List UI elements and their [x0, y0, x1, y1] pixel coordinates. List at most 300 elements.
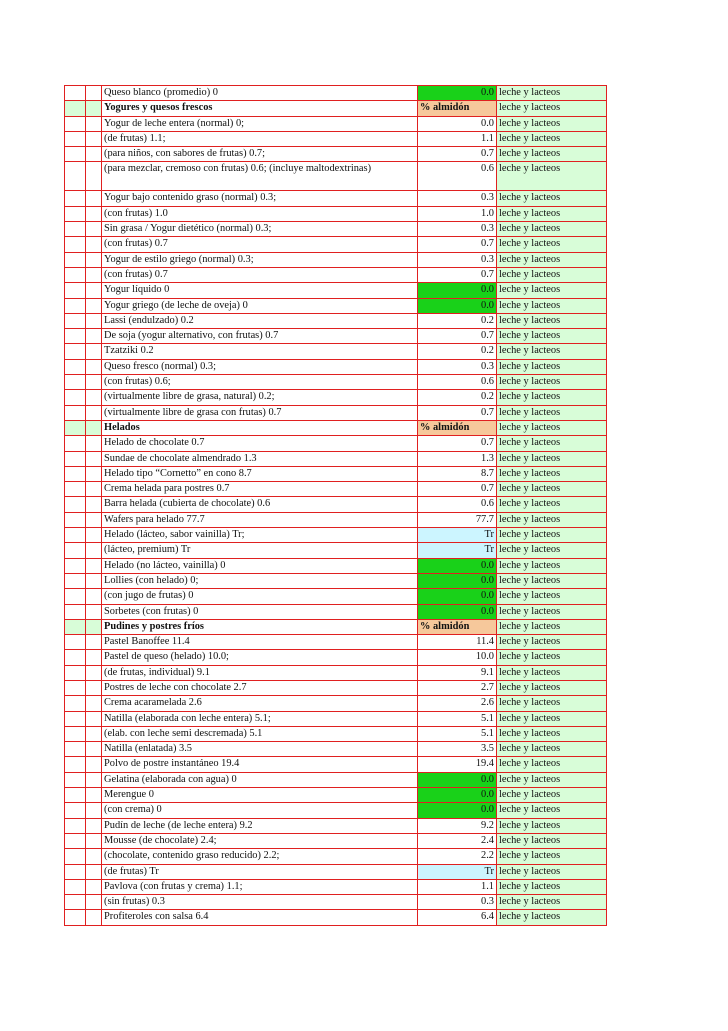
category-cell: leche y lacteos [497, 512, 607, 527]
food-name-cell: Pastel de queso (helado) 10.0; [102, 650, 418, 665]
food-name-cell: (con frutas) 0.6; [102, 375, 418, 390]
row-gutter-cell [65, 788, 86, 803]
category-cell: leche y lacteos [497, 497, 607, 512]
row-gutter-cell [65, 910, 86, 925]
row-marker-cell [86, 910, 102, 925]
table-row [65, 558, 607, 573]
category-cell: leche y lacteos [497, 864, 607, 879]
row-marker-cell [86, 895, 102, 910]
row-marker-cell [86, 619, 102, 634]
category-cell: leche y lacteos [497, 803, 607, 818]
row-gutter-cell [65, 252, 86, 267]
row-gutter-cell [65, 849, 86, 864]
table-row [65, 772, 607, 787]
row-gutter-cell [65, 313, 86, 328]
starch-value-cell: 0.7 [418, 237, 497, 252]
section-header-row [65, 101, 607, 116]
category-cell: leche y lacteos [497, 772, 607, 787]
category-cell: leche y lacteos [497, 711, 607, 726]
starch-value-cell: 1.1 [418, 879, 497, 894]
category-cell: leche y lacteos [497, 329, 607, 344]
table-row [65, 910, 607, 925]
starch-value-cell: 0.7 [418, 267, 497, 282]
category-cell: leche y lacteos [497, 313, 607, 328]
row-marker-cell [86, 466, 102, 481]
category-cell: leche y lacteos [497, 86, 607, 101]
starch-value-cell: 0.7 [418, 405, 497, 420]
table-row [65, 237, 607, 252]
starch-header-cell: % almidón [418, 619, 497, 634]
table-row [65, 329, 607, 344]
starch-value-cell: 0.2 [418, 390, 497, 405]
category-cell: leche y lacteos [497, 833, 607, 848]
row-marker-cell [86, 482, 102, 497]
category-cell: leche y lacteos [497, 650, 607, 665]
category-cell: leche y lacteos [497, 528, 607, 543]
starch-value-cell: 0.3 [418, 252, 497, 267]
food-name-cell: Polvo de postre instantáneo 19.4 [102, 757, 418, 772]
starch-value-cell: 0.0 [418, 116, 497, 131]
row-gutter-cell [65, 482, 86, 497]
row-marker-cell [86, 512, 102, 527]
table-row [65, 680, 607, 695]
starch-value-cell: 9.2 [418, 818, 497, 833]
category-cell: leche y lacteos [497, 116, 607, 131]
starch-value-cell: 5.1 [418, 711, 497, 726]
food-name-cell: Gelatina (elaborada con agua) 0 [102, 772, 418, 787]
food-name-cell: Helado (lácteo, sabor vainilla) Tr; [102, 528, 418, 543]
table-row [65, 788, 607, 803]
table-row [65, 665, 607, 680]
category-cell: leche y lacteos [497, 788, 607, 803]
row-gutter-cell [65, 191, 86, 206]
row-marker-cell [86, 589, 102, 604]
food-name-cell: Tzatziki 0.2 [102, 344, 418, 359]
category-cell: leche y lacteos [497, 680, 607, 695]
food-name-cell: (para mezclar, cremoso con frutas) 0.6; (incluye maltodextrinas) [102, 162, 418, 191]
row-gutter-cell [65, 879, 86, 894]
category-cell: leche y lacteos [497, 344, 607, 359]
food-name-cell: Yogur líquido 0 [102, 283, 418, 298]
table-row [65, 252, 607, 267]
row-marker-cell [86, 757, 102, 772]
row-marker-cell [86, 833, 102, 848]
row-gutter-cell [65, 375, 86, 390]
row-gutter-cell [65, 131, 86, 146]
table-row [65, 222, 607, 237]
category-cell: leche y lacteos [497, 895, 607, 910]
starch-value-cell: 2.2 [418, 849, 497, 864]
food-name-cell: Pavlova (con frutas y crema) 1.1; [102, 879, 418, 894]
category-cell: leche y lacteos [497, 910, 607, 925]
row-gutter-cell [65, 206, 86, 221]
category-cell: leche y lacteos [497, 222, 607, 237]
table-row [65, 390, 607, 405]
food-name-cell: (con frutas) 1.0 [102, 206, 418, 221]
table-row [65, 849, 607, 864]
category-cell: leche y lacteos [497, 420, 607, 435]
food-name-cell: Helado (no lácteo, vainilla) 0 [102, 558, 418, 573]
row-gutter-cell [65, 86, 86, 101]
food-name-cell: Crema helada para postres 0.7 [102, 482, 418, 497]
table-row [65, 298, 607, 313]
spreadsheet-table [64, 85, 607, 926]
row-marker-cell [86, 849, 102, 864]
row-marker-cell [86, 359, 102, 374]
food-name-cell: Yogur griego (de leche de oveja) 0 [102, 298, 418, 313]
row-marker-cell [86, 635, 102, 650]
food-name-cell: Postres de leche con chocolate 2.7 [102, 680, 418, 695]
food-name-cell: Yogur bajo contenido graso (normal) 0.3; [102, 191, 418, 206]
row-gutter-cell [65, 680, 86, 695]
category-cell: leche y lacteos [497, 604, 607, 619]
category-cell: leche y lacteos [497, 573, 607, 588]
category-cell: leche y lacteos [497, 619, 607, 634]
category-cell: leche y lacteos [497, 147, 607, 162]
starch-value-cell: 0.0 [418, 283, 497, 298]
category-cell: leche y lacteos [497, 879, 607, 894]
row-gutter-cell [65, 329, 86, 344]
row-gutter-cell [65, 818, 86, 833]
table-row [65, 359, 607, 374]
starch-header-cell: % almidón [418, 101, 497, 116]
row-marker-cell [86, 742, 102, 757]
table-row [65, 879, 607, 894]
category-cell: leche y lacteos [497, 405, 607, 420]
row-marker-cell [86, 86, 102, 101]
category-cell: leche y lacteos [497, 390, 607, 405]
food-name-cell: (con crema) 0 [102, 803, 418, 818]
food-name-cell: Mousse (de chocolate) 2.4; [102, 833, 418, 848]
table-row [65, 726, 607, 741]
starch-value-cell: 19.4 [418, 757, 497, 772]
row-marker-cell [86, 206, 102, 221]
section-header-row [65, 619, 607, 634]
row-gutter-cell [65, 573, 86, 588]
row-marker-cell [86, 252, 102, 267]
food-name-cell: Sundae de chocolate almendrado 1.3 [102, 451, 418, 466]
starch-value-cell: 0.0 [418, 803, 497, 818]
section-header-row [65, 420, 607, 435]
food-name-cell: Profiteroles con salsa 6.4 [102, 910, 418, 925]
row-gutter-cell [65, 237, 86, 252]
starch-value-cell: 0.2 [418, 313, 497, 328]
starch-value-cell: 77.7 [418, 512, 497, 527]
category-cell: leche y lacteos [497, 696, 607, 711]
food-name-cell: Sin grasa / Yogur dietético (normal) 0.3; [102, 222, 418, 237]
table-row [65, 543, 607, 558]
starch-value-cell: 8.7 [418, 466, 497, 481]
row-marker-cell [86, 665, 102, 680]
food-name-cell: Natilla (enlatada) 3.5 [102, 742, 418, 757]
row-gutter-cell [65, 757, 86, 772]
table-row [65, 512, 607, 527]
row-gutter-cell [65, 665, 86, 680]
table-row [65, 466, 607, 481]
food-name-cell: (virtualmente libre de grasa, natural) 0.2; [102, 390, 418, 405]
row-gutter-cell [65, 864, 86, 879]
food-name-cell: Helado tipo “Cornetto” en cono 8.7 [102, 466, 418, 481]
row-marker-cell [86, 818, 102, 833]
category-cell: leche y lacteos [497, 283, 607, 298]
starch-value-cell: 9.1 [418, 665, 497, 680]
row-gutter-cell [65, 466, 86, 481]
food-name-cell: (lácteo, premium) Tr [102, 543, 418, 558]
table-row [65, 86, 607, 101]
row-marker-cell [86, 726, 102, 741]
category-cell: leche y lacteos [497, 742, 607, 757]
row-marker-cell [86, 528, 102, 543]
food-name-cell: (chocolate, contenido graso reducido) 2.2; [102, 849, 418, 864]
food-name-cell: Pudín de leche (de leche entera) 9.2 [102, 818, 418, 833]
row-gutter-cell [65, 162, 86, 191]
row-gutter-cell [65, 833, 86, 848]
row-gutter-cell [65, 451, 86, 466]
table-row [65, 283, 607, 298]
starch-value-cell: 0.7 [418, 436, 497, 451]
table-row [65, 451, 607, 466]
category-cell: leche y lacteos [497, 131, 607, 146]
category-cell: leche y lacteos [497, 436, 607, 451]
row-gutter-cell [65, 405, 86, 420]
row-gutter-cell [65, 528, 86, 543]
starch-value-cell: 1.1 [418, 131, 497, 146]
row-marker-cell [86, 696, 102, 711]
table-row [65, 711, 607, 726]
row-marker-cell [86, 390, 102, 405]
food-name-cell: Sorbetes (con frutas) 0 [102, 604, 418, 619]
row-gutter-cell [65, 696, 86, 711]
food-name-cell: Yogur de estilo griego (normal) 0.3; [102, 252, 418, 267]
section-title-cell: Yogures y quesos frescos [102, 101, 418, 116]
row-gutter-cell [65, 803, 86, 818]
starch-value-cell: 0.3 [418, 191, 497, 206]
food-name-cell: Pastel Banoffee 11.4 [102, 635, 418, 650]
starch-value-cell: 0.0 [418, 589, 497, 604]
table-row [65, 313, 607, 328]
starch-value-cell: 1.3 [418, 451, 497, 466]
starch-value-cell: 0.6 [418, 497, 497, 512]
starch-value-cell: 0.6 [418, 162, 497, 191]
starch-value-cell: 0.0 [418, 604, 497, 619]
category-cell: leche y lacteos [497, 558, 607, 573]
row-gutter-cell [65, 359, 86, 374]
starch-value-cell: 11.4 [418, 635, 497, 650]
row-marker-cell [86, 864, 102, 879]
row-marker-cell [86, 573, 102, 588]
table-row [65, 131, 607, 146]
starch-value-cell: 0.0 [418, 86, 497, 101]
row-gutter-cell [65, 726, 86, 741]
table-row [65, 482, 607, 497]
starch-value-cell: 0.3 [418, 895, 497, 910]
starch-value-cell: 0.2 [418, 344, 497, 359]
category-cell: leche y lacteos [497, 543, 607, 558]
table-row [65, 635, 607, 650]
table-row [65, 147, 607, 162]
row-gutter-cell [65, 635, 86, 650]
food-name-cell: (de frutas) Tr [102, 864, 418, 879]
food-name-cell: Natilla (elaborada con leche entera) 5.1; [102, 711, 418, 726]
table-row [65, 833, 607, 848]
row-marker-cell [86, 237, 102, 252]
table-body [65, 86, 607, 926]
starch-value-cell: 0.0 [418, 788, 497, 803]
table-row [65, 650, 607, 665]
row-marker-cell [86, 191, 102, 206]
food-name-cell: (con frutas) 0.7 [102, 237, 418, 252]
table-row [65, 803, 607, 818]
row-gutter-cell [65, 420, 86, 435]
table-row [65, 116, 607, 131]
row-gutter-cell [65, 895, 86, 910]
starch-value-cell: 0.7 [418, 482, 497, 497]
table-row [65, 604, 607, 619]
category-cell: leche y lacteos [497, 162, 607, 191]
row-marker-cell [86, 772, 102, 787]
table-row [65, 864, 607, 879]
food-name-cell: Queso blanco (promedio) 0 [102, 86, 418, 101]
table-row [65, 267, 607, 282]
row-gutter-cell [65, 543, 86, 558]
row-gutter-cell [65, 344, 86, 359]
row-marker-cell [86, 788, 102, 803]
food-name-cell: Merengue 0 [102, 788, 418, 803]
category-cell: leche y lacteos [497, 375, 607, 390]
row-marker-cell [86, 405, 102, 420]
row-gutter-cell [65, 512, 86, 527]
row-gutter-cell [65, 298, 86, 313]
row-marker-cell [86, 313, 102, 328]
category-cell: leche y lacteos [497, 359, 607, 374]
food-name-cell: Wafers para helado 77.7 [102, 512, 418, 527]
row-marker-cell [86, 436, 102, 451]
food-name-cell: Lollies (con helado) 0; [102, 573, 418, 588]
row-gutter-cell [65, 619, 86, 634]
food-name-cell: Crema acaramelada 2.6 [102, 696, 418, 711]
table-row [65, 696, 607, 711]
row-marker-cell [86, 375, 102, 390]
category-cell: leche y lacteos [497, 267, 607, 282]
food-name-cell: Barra helada (cubierta de chocolate) 0.6 [102, 497, 418, 512]
row-gutter-cell [65, 604, 86, 619]
starch-value-cell: 10.0 [418, 650, 497, 665]
starch-value-cell: 2.7 [418, 680, 497, 695]
starch-value-cell: 0.0 [418, 298, 497, 313]
row-gutter-cell [65, 558, 86, 573]
table-row [65, 589, 607, 604]
table-row [65, 497, 607, 512]
category-cell: leche y lacteos [497, 849, 607, 864]
starch-value-cell: 0.7 [418, 147, 497, 162]
table-row [65, 206, 607, 221]
section-title-cell: Pudines y postres fríos [102, 619, 418, 634]
row-marker-cell [86, 131, 102, 146]
row-gutter-cell [65, 147, 86, 162]
row-gutter-cell [65, 772, 86, 787]
starch-value-cell: 1.0 [418, 206, 497, 221]
row-gutter-cell [65, 267, 86, 282]
row-marker-cell [86, 604, 102, 619]
food-name-cell: Yogur de leche entera (normal) 0; [102, 116, 418, 131]
starch-value-cell: 0.3 [418, 222, 497, 237]
row-gutter-cell [65, 436, 86, 451]
row-marker-cell [86, 543, 102, 558]
food-name-cell: (para niños, con sabores de frutas) 0.7; [102, 147, 418, 162]
row-gutter-cell [65, 589, 86, 604]
row-marker-cell [86, 222, 102, 237]
starch-value-cell: 3.5 [418, 742, 497, 757]
row-marker-cell [86, 650, 102, 665]
category-cell: leche y lacteos [497, 635, 607, 650]
starch-value-cell: 5.1 [418, 726, 497, 741]
row-gutter-cell [65, 742, 86, 757]
row-gutter-cell [65, 390, 86, 405]
starch-value-cell: 0.6 [418, 375, 497, 390]
food-name-cell: (sin frutas) 0.3 [102, 895, 418, 910]
category-cell: leche y lacteos [497, 101, 607, 116]
table-row [65, 818, 607, 833]
row-marker-cell [86, 420, 102, 435]
row-marker-cell [86, 162, 102, 191]
category-cell: leche y lacteos [497, 252, 607, 267]
food-name-cell: Lassi (endulzado) 0.2 [102, 313, 418, 328]
table-row [65, 162, 607, 191]
row-marker-cell [86, 147, 102, 162]
row-gutter-cell [65, 711, 86, 726]
row-gutter-cell [65, 101, 86, 116]
row-marker-cell [86, 267, 102, 282]
category-cell: leche y lacteos [497, 451, 607, 466]
row-marker-cell [86, 101, 102, 116]
table-row [65, 895, 607, 910]
row-gutter-cell [65, 497, 86, 512]
row-marker-cell [86, 283, 102, 298]
food-name-cell: Helado de chocolate 0.7 [102, 436, 418, 451]
table-row [65, 344, 607, 359]
category-cell: leche y lacteos [497, 665, 607, 680]
table-row [65, 742, 607, 757]
starch-value-cell: 0.0 [418, 573, 497, 588]
row-marker-cell [86, 116, 102, 131]
row-marker-cell [86, 344, 102, 359]
row-marker-cell [86, 803, 102, 818]
food-name-cell: (de frutas, individual) 9.1 [102, 665, 418, 680]
table-row [65, 191, 607, 206]
starch-value-cell: 0.0 [418, 772, 497, 787]
row-marker-cell [86, 298, 102, 313]
row-gutter-cell [65, 222, 86, 237]
starch-value-cell: 0.7 [418, 329, 497, 344]
food-name-cell: Queso fresco (normal) 0.3; [102, 359, 418, 374]
row-marker-cell [86, 451, 102, 466]
starch-value-cell: 6.4 [418, 910, 497, 925]
food-name-cell: (con jugo de frutas) 0 [102, 589, 418, 604]
starch-value-cell: Tr [418, 864, 497, 879]
starch-value-cell: 0.3 [418, 359, 497, 374]
row-marker-cell [86, 879, 102, 894]
food-name-cell: (virtualmente libre de grasa con frutas) 0.7 [102, 405, 418, 420]
row-gutter-cell [65, 650, 86, 665]
food-name-cell: De soja (yogur alternativo, con frutas) 0.7 [102, 329, 418, 344]
category-cell: leche y lacteos [497, 482, 607, 497]
table-row [65, 405, 607, 420]
starch-value-cell: 2.6 [418, 696, 497, 711]
table-row [65, 375, 607, 390]
food-name-cell: (elab. con leche semi descremada) 5.1 [102, 726, 418, 741]
category-cell: leche y lacteos [497, 589, 607, 604]
category-cell: leche y lacteos [497, 191, 607, 206]
